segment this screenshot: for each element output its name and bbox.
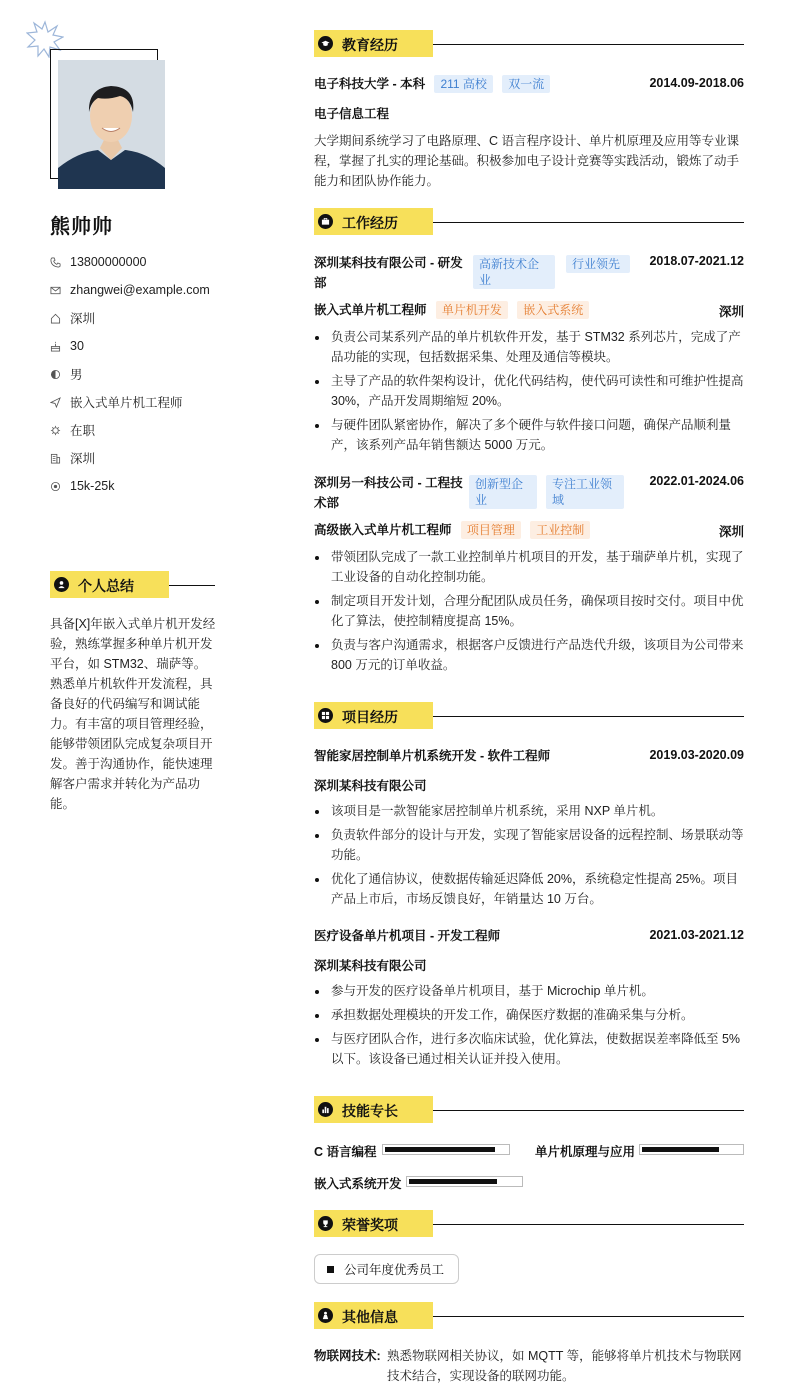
job-bullets — [314, 327, 744, 459]
info-status — [50, 416, 240, 444]
awards-title: 荣誉奖项 — [342, 1217, 398, 1233]
summary-title: 个人总结 — [78, 578, 134, 594]
mail-icon — [50, 285, 70, 296]
status-value: 在职 — [70, 424, 96, 438]
salary-value: 15k-25k — [70, 479, 115, 493]
list-item: 制定项目开发计划，合理分配团队成员任务，确保项目按时交付。项目中优化了算法，使控制精度提高 15%。 — [314, 591, 744, 631]
other-text: 熟悉物联网相关协议，如 MQTT 等，能够将单片机技术与物联网技术结合，实现设备的联网功能。 — [387, 1349, 742, 1383]
age-value: 30 — [70, 339, 84, 353]
skill-row — [314, 1173, 744, 1191]
position-value: 嵌入式单片机工程师 — [70, 396, 183, 410]
avatar — [58, 60, 165, 189]
skill-level-fill — [409, 1179, 497, 1184]
graduation-cap-icon — [318, 36, 333, 51]
job-header-row — [314, 473, 744, 513]
gender-icon — [50, 369, 70, 380]
job-role: 嵌入式单片机工程师 — [314, 303, 427, 317]
grid-icon — [318, 708, 333, 723]
list-item: 负责公司某系列产品的单片机软件开发，基于 STM32 系列芯片，完成了产品功能的实现，包括数据采集、处理及通信等模块。 — [314, 327, 744, 367]
status-icon — [50, 425, 70, 436]
info-city — [50, 304, 240, 332]
list-item: 负责软件部分的设计与开发，实现了智能家居设备的远程控制、场景联动等功能。 — [314, 825, 744, 865]
trophy-icon — [318, 1216, 333, 1231]
job-bullets — [314, 547, 744, 679]
summary-text: 具备[X]年嵌入式单片机开发经验，熟练掌握多种单片机开发平台，如 STM32、瑞萨等。熟悉单片机软件开发流程，具备良好的代码编写和调试能力。有丰富的项目管理经验，能够带领团队完成复杂项目开发。善于沟通协作，能快速理解客户需求并转化为产品功能。 — [50, 617, 216, 811]
job-location: 深圳 — [718, 305, 744, 319]
school-tag: 双一流 — [502, 75, 550, 93]
phone-icon — [50, 257, 70, 268]
education-description: 大学期间系统学习了电路原理、C 语言程序设计、单片机原理及应用等专业课程，掌握了扎实的理论基础。积极参加电子设计竞赛等实践活动，锻炼了动手能力和团队协作能力。 — [314, 134, 740, 188]
list-item: 与医疗团队合作，进行多次临床试验，优化算法，使数据误差率降低至 5%以下。该设备已通过相关认证并投入使用。 — [314, 1029, 744, 1069]
school-tag: 211 高校 — [434, 75, 492, 93]
list-item: 与硬件团队紧密协作，解决了多个硬件与软件接口问题，确保产品顺利量产，该系列产品年销售额达 5000 万元。 — [314, 415, 744, 455]
education-header-row — [314, 75, 744, 93]
skills-heading — [314, 1096, 744, 1123]
square-bullet-icon — [327, 1266, 334, 1273]
list-item: 承担数据处理模块的开发工作，确保医疗数据的准确采集与分析。 — [314, 1005, 744, 1025]
building-icon — [50, 453, 70, 464]
project-org: 深圳某科技有限公司 — [314, 959, 427, 973]
info-email — [50, 276, 240, 304]
role-tag: 工业控制 — [530, 521, 590, 539]
work-heading — [314, 208, 744, 235]
cake-icon — [50, 341, 70, 352]
job-company: 深圳某科技有限公司 - 研发部 — [314, 256, 463, 290]
education-major: 电子信息工程 — [314, 107, 390, 121]
other-title: 其他信息 — [342, 1309, 398, 1325]
summary-heading — [50, 571, 215, 598]
job-date: 2018.07-2021.12 — [649, 254, 744, 268]
education-date: 2014.09-2018.06 — [649, 76, 744, 90]
project-org: 深圳某科技有限公司 — [314, 779, 427, 793]
job-date: 2022.01-2024.06 — [649, 474, 744, 488]
awards-heading — [314, 1210, 744, 1237]
education-heading — [314, 30, 744, 57]
other-heading — [314, 1302, 744, 1329]
skill-name: 嵌入式系统开发 — [314, 1177, 402, 1191]
info-phone — [50, 248, 240, 276]
candidate-name: 熊帅帅 — [50, 216, 113, 238]
project-date: 2019.03-2020.09 — [649, 748, 744, 762]
role-tag: 项目管理 — [461, 521, 521, 539]
projects-heading — [314, 702, 744, 729]
sidebar — [0, 0, 240, 1386]
city-value: 深圳 — [70, 312, 96, 326]
job-role-row — [314, 521, 744, 539]
skill-name: 单片机原理与应用 — [535, 1145, 636, 1159]
list-item: 优化了通信协议，使数据传输延迟降低 20%，系统稳定性提高 25%。项目产品上市后，市场反馈良好，年销量达 10 万台。 — [314, 869, 744, 909]
company-tag: 高新技术企业 — [473, 255, 555, 289]
project-header-row — [314, 927, 744, 945]
company-tag: 行业领先 — [566, 255, 630, 273]
user-icon — [54, 577, 69, 592]
list-item: 负责与客户沟通需求，根据客户反馈进行产品迭代升级，该项目为公司带来 800 万元的订单收益。 — [314, 635, 744, 675]
list-item: 带领团队完成了一款工业控制单片机项目的开发，基于瑞萨单片机，实现了工业设备的自动化控制功能。 — [314, 547, 744, 587]
award-name: 公司年度优秀员工 — [344, 1263, 445, 1277]
info-work-city — [50, 444, 240, 472]
role-tag: 嵌入式系统 — [517, 301, 589, 319]
school-name: 电子科技大学 - 本科 — [314, 77, 426, 91]
person-icon — [318, 1308, 333, 1323]
home-icon — [50, 313, 70, 324]
gender-value: 男 — [70, 368, 83, 382]
project-header-row — [314, 747, 744, 765]
info-position — [50, 388, 240, 416]
job-role-row — [314, 301, 744, 319]
skill-level-fill — [385, 1147, 495, 1152]
info-salary — [50, 472, 240, 500]
job-location: 深圳 — [718, 525, 744, 539]
skill-level-bar — [406, 1176, 523, 1187]
list-item: 主导了产品的软件架构设计，优化代码结构，使代码可读性和可维护性提高 30%，产品开发周期缩短 20%。 — [314, 371, 744, 411]
education-title: 教育经历 — [342, 37, 398, 53]
skill-level-bar — [639, 1144, 744, 1155]
bar-chart-icon — [318, 1102, 333, 1117]
send-icon — [50, 397, 70, 408]
salary-icon — [50, 481, 70, 492]
company-tag: 专注工业领域 — [546, 475, 624, 509]
skill-row — [314, 1141, 744, 1159]
project-name: 智能家居控制单片机系统开发 - 软件工程师 — [314, 749, 551, 763]
other-label: 物联网技术: — [314, 1349, 381, 1363]
list-item: 参与开发的医疗设备单片机项目，基于 Microchip 单片机。 — [314, 981, 744, 1001]
work-city-value: 深圳 — [70, 452, 96, 466]
job-header-row — [314, 253, 744, 293]
skill-level-fill — [642, 1147, 719, 1152]
company-tag: 创新型企业 — [469, 475, 537, 509]
skill-name: C 语言编程 — [314, 1145, 377, 1159]
project-bullets — [314, 981, 744, 1073]
email-value: zhangwei@example.com — [70, 283, 210, 297]
job-company: 深圳另一科技公司 - 工程技术部 — [314, 476, 463, 510]
projects-title: 项目经历 — [342, 709, 398, 725]
award-badge — [314, 1254, 459, 1284]
work-title: 工作经历 — [342, 215, 398, 231]
skill-level-bar — [382, 1144, 510, 1155]
job-role: 高级嵌入式单片机工程师 — [314, 523, 452, 537]
project-name: 医疗设备单片机项目 - 开发工程师 — [314, 929, 501, 943]
list-item: 该项目是一款智能家居控制单片机系统，采用 NXP 单片机。 — [314, 801, 744, 821]
info-gender — [50, 360, 240, 388]
role-tag: 单片机开发 — [436, 301, 508, 319]
phone-value: 13800000000 — [70, 255, 147, 269]
project-bullets — [314, 801, 744, 913]
contact-info-list — [50, 248, 240, 500]
project-date: 2021.03-2021.12 — [649, 928, 744, 942]
info-age — [50, 332, 240, 360]
skills-title: 技能专长 — [342, 1103, 398, 1119]
briefcase-icon — [318, 214, 333, 229]
